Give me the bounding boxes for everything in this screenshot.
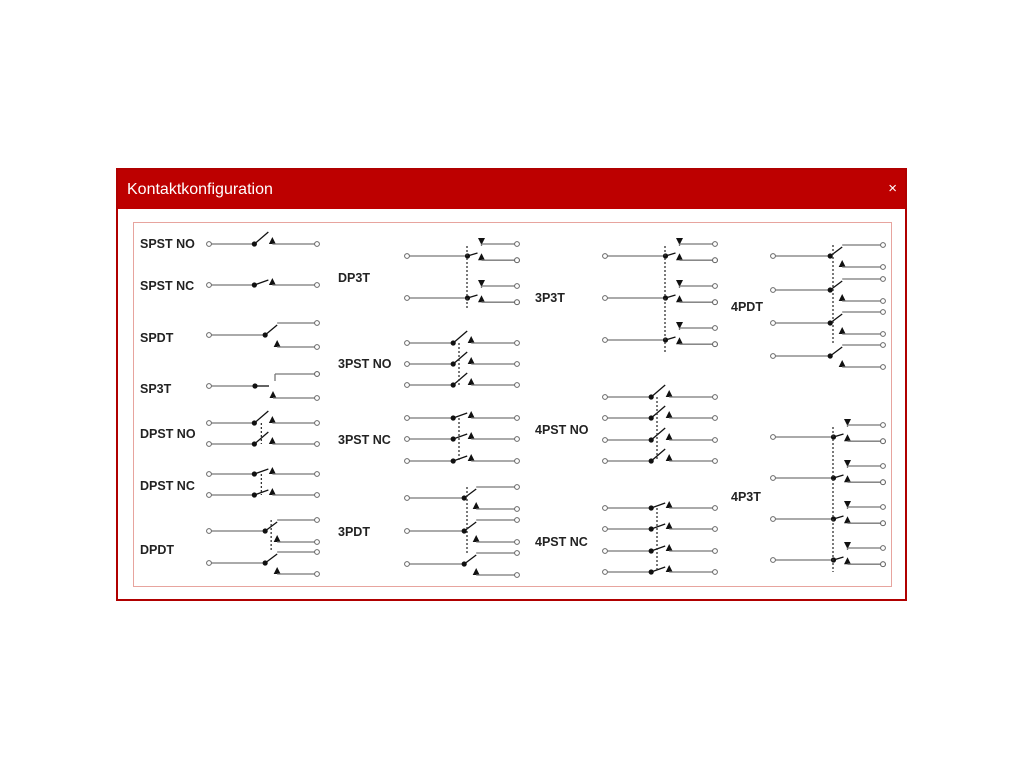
terminal [315, 550, 320, 555]
terminal [207, 333, 212, 338]
terminal [515, 459, 520, 464]
terminal [207, 242, 212, 247]
contact-triangle-up [666, 522, 673, 529]
terminal [713, 506, 718, 511]
contact-triangle-up [473, 502, 480, 509]
terminal [771, 354, 776, 359]
config-label: SPST NO [140, 237, 195, 251]
switch-blade [254, 232, 268, 244]
contact-triangle-up [478, 295, 485, 302]
terminal [315, 345, 320, 350]
contact-triangle-up [274, 535, 281, 542]
contact-triangle-up [269, 416, 276, 423]
contact-triangle-up [269, 237, 276, 244]
terminal [405, 341, 410, 346]
terminal [515, 300, 520, 305]
config-label: 3P3T [535, 291, 565, 305]
terminal [515, 416, 520, 421]
terminal [603, 570, 608, 575]
config-label: 3PST NC [338, 433, 391, 447]
contact-triangle-up [844, 516, 851, 523]
contact-triangle-up [666, 454, 673, 461]
contact-triangle-up [676, 295, 683, 302]
switch-blade [830, 281, 842, 290]
terminal [603, 459, 608, 464]
contact-triangle-up [269, 488, 276, 495]
contact-triangle-up [468, 378, 475, 385]
switch-blade [651, 428, 665, 440]
terminal [881, 423, 886, 428]
terminal [315, 518, 320, 523]
terminal [515, 540, 520, 545]
contact-triangle-up [270, 391, 277, 398]
terminal [603, 416, 608, 421]
terminal [405, 254, 410, 259]
terminal [603, 395, 608, 400]
terminal [881, 464, 886, 469]
switch-blade [254, 469, 268, 474]
terminal [405, 529, 410, 534]
terminal [515, 437, 520, 442]
contact-triangle-up [473, 535, 480, 542]
config-label: 4PST NO [535, 423, 589, 437]
config-label: 3PDT [338, 525, 370, 539]
terminal [515, 284, 520, 289]
switch-blade [453, 413, 467, 418]
terminal [713, 527, 718, 532]
contact-triangle-up [274, 340, 281, 347]
switch-blade [651, 503, 665, 508]
switch-blade [453, 331, 467, 343]
config-label: DPST NO [140, 427, 196, 441]
switch-blade [265, 325, 277, 335]
terminal [315, 572, 320, 577]
terminal [207, 384, 212, 389]
terminal [881, 343, 886, 348]
terminal [881, 521, 886, 526]
terminal [713, 342, 718, 347]
terminal [515, 518, 520, 523]
config-label: SPST NC [140, 279, 195, 293]
terminal [771, 476, 776, 481]
contact-triangle-up [666, 411, 673, 418]
terminal [515, 573, 520, 578]
terminal [405, 562, 410, 567]
contact-triangle-up [468, 454, 475, 461]
terminal [207, 421, 212, 426]
terminal [771, 558, 776, 563]
terminal [881, 365, 886, 370]
terminal [771, 517, 776, 522]
config-label: DPDT [140, 543, 175, 557]
terminal [603, 549, 608, 554]
switch-blade [254, 411, 268, 423]
contact-triangle-up [839, 327, 846, 334]
contact-triangle-up [269, 437, 276, 444]
switch-blade [651, 567, 665, 572]
terminal [315, 421, 320, 426]
terminal [713, 258, 718, 263]
switch-blade [651, 385, 665, 397]
contact-triangle-up [666, 433, 673, 440]
terminal [405, 383, 410, 388]
terminal [207, 529, 212, 534]
config-label: SP3T [140, 382, 172, 396]
terminal [881, 562, 886, 567]
switch-blade [254, 280, 268, 285]
terminal [405, 362, 410, 367]
contact-triangle-up [468, 432, 475, 439]
contact-triangle-up [468, 357, 475, 364]
terminal [515, 383, 520, 388]
config-label: DPST NC [140, 479, 195, 493]
terminal [881, 243, 886, 248]
terminal [713, 549, 718, 554]
terminal [515, 341, 520, 346]
contact-triangle-up [666, 390, 673, 397]
terminal [881, 546, 886, 551]
terminal [881, 505, 886, 510]
terminal [315, 540, 320, 545]
terminal [405, 416, 410, 421]
contact-triangle-up [676, 337, 683, 344]
terminal [881, 439, 886, 444]
contact-triangle-up [269, 278, 276, 285]
terminal [603, 338, 608, 343]
contact-triangle-up [839, 360, 846, 367]
terminal [315, 283, 320, 288]
terminal [315, 321, 320, 326]
terminal [515, 485, 520, 490]
terminal [603, 527, 608, 532]
config-label: SPDT [140, 331, 174, 345]
contact-triangle-up [468, 336, 475, 343]
terminal [603, 296, 608, 301]
contact-triangle-up [844, 557, 851, 564]
terminal [713, 284, 718, 289]
switch-blade [651, 449, 665, 461]
switch-blade [453, 434, 467, 439]
config-label: 4PST NC [535, 535, 588, 549]
terminal [515, 507, 520, 512]
switch-blade [651, 406, 665, 418]
terminal [315, 372, 320, 377]
contact-triangle-up [844, 434, 851, 441]
terminal [713, 438, 718, 443]
switch-blade [830, 247, 842, 256]
terminal [713, 416, 718, 421]
switch-blade [453, 456, 467, 461]
contact-triangle-up [666, 565, 673, 572]
contact-triangle-up [666, 544, 673, 551]
terminal [405, 437, 410, 442]
switch-blade [464, 522, 476, 531]
contact-triangle-up [473, 568, 480, 575]
terminal [315, 442, 320, 447]
terminal [771, 288, 776, 293]
terminal [207, 442, 212, 447]
switch-blade [254, 432, 268, 444]
switch-blade [830, 347, 842, 356]
contact-triangle-up [839, 260, 846, 267]
switch-blade [453, 373, 467, 385]
terminal [405, 496, 410, 501]
terminal [515, 551, 520, 556]
terminal [771, 321, 776, 326]
terminal [315, 472, 320, 477]
terminal [713, 570, 718, 575]
switch-blade [830, 314, 842, 323]
terminal [881, 332, 886, 337]
terminal [315, 396, 320, 401]
config-label: 4PDT [731, 300, 763, 314]
terminal [207, 561, 212, 566]
config-label: 4P3T [731, 490, 761, 504]
terminal [713, 459, 718, 464]
config-label: DP3T [338, 271, 370, 285]
terminal [515, 258, 520, 263]
contact-triangle-up [839, 294, 846, 301]
terminal [405, 459, 410, 464]
config-label: 3PST NO [338, 357, 392, 371]
switch-blade [651, 524, 665, 529]
terminal [881, 310, 886, 315]
contact-triangle-up [274, 567, 281, 574]
terminal [603, 506, 608, 511]
terminal [713, 326, 718, 331]
terminal [603, 438, 608, 443]
switch-blade [464, 489, 476, 498]
terminal [315, 242, 320, 247]
terminal [207, 472, 212, 477]
terminal [603, 254, 608, 259]
switch-blade [464, 555, 476, 564]
terminal [881, 277, 886, 282]
terminal [207, 493, 212, 498]
terminal [405, 296, 410, 301]
close-icon[interactable]: × [888, 180, 897, 197]
contact-triangle-up [468, 411, 475, 418]
terminal [713, 242, 718, 247]
contact-triangle-up [478, 253, 485, 260]
contact-triangle-up [269, 467, 276, 474]
terminal [881, 299, 886, 304]
terminal [713, 395, 718, 400]
switch-blade [453, 352, 467, 364]
terminal [713, 300, 718, 305]
terminal [207, 283, 212, 288]
terminal [771, 254, 776, 259]
switch-blade [265, 554, 277, 563]
terminal [881, 480, 886, 485]
terminal [515, 362, 520, 367]
switch-blade [651, 546, 665, 551]
terminal [881, 265, 886, 270]
contact-triangle-up [676, 253, 683, 260]
terminal [315, 493, 320, 498]
contact-triangle-up [844, 475, 851, 482]
contact-triangle-up [666, 501, 673, 508]
dialog-title: Kontaktkonfiguration [127, 181, 273, 198]
terminal [771, 435, 776, 440]
terminal [515, 242, 520, 247]
